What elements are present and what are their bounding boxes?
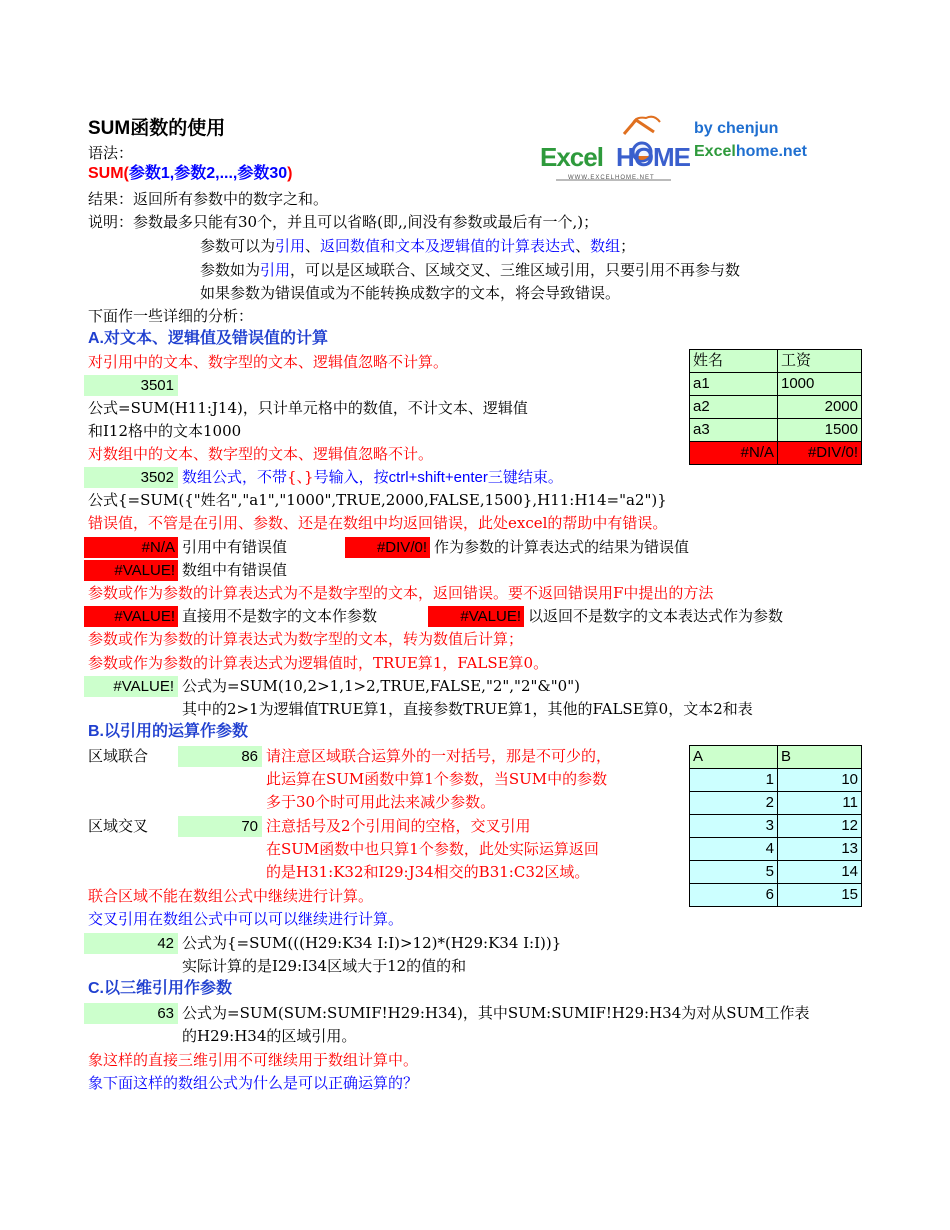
salary-error-na[interactable]: #N/A bbox=[690, 442, 778, 465]
ab-cell[interactable]: 2 bbox=[690, 792, 778, 815]
section-b-heading: B.以引用的运算作参数 bbox=[88, 723, 249, 740]
note2-e: 、 bbox=[575, 237, 591, 255]
section-a-line-6: 公式{=SUM({"姓名","a1","1000",TRUE,2000,FALSE,1500},H11:H14="a2")} bbox=[88, 491, 667, 509]
logo-home: HOME bbox=[616, 142, 690, 172]
section-c-heading: C.以三维引用作参数 bbox=[88, 980, 233, 997]
section-a-line-9: 参数或作为参数的计算表达式为数字型的文本，转为数值后计算； bbox=[88, 630, 524, 648]
note-line-2 bbox=[200, 236, 635, 256]
note2-array: 数组 bbox=[590, 237, 621, 255]
salary-header-name[interactable]: 姓名 bbox=[690, 350, 778, 373]
salary-header-wage[interactable]: 工资 bbox=[778, 350, 862, 373]
syntax-fn: SUM( bbox=[88, 165, 129, 182]
array-note-braces: {、} bbox=[287, 468, 314, 486]
note2-c: 、 bbox=[305, 237, 321, 255]
cross-note-3: 的是H31:K32和I29:J34相交的B31:C32区域。 bbox=[266, 863, 590, 881]
section-a-line-11: 其中的2>1为逻辑值TRUE算1，直接参数TRUE算1，其他的FALSE算0，文本2和表 bbox=[182, 700, 753, 718]
array-note-e: 三键结束。 bbox=[487, 468, 563, 486]
salary-cell[interactable]: a3 bbox=[690, 419, 778, 442]
result-text: 结果：返回所有参数中的数字之和。 bbox=[88, 190, 329, 208]
error-na-text: 引用中有错误值 bbox=[182, 538, 288, 556]
cross-note-2: 在SUM函数中也只算1个参数，此处实际运算返回 bbox=[266, 840, 599, 858]
ab-cell[interactable]: 1 bbox=[690, 769, 778, 792]
note2-g: ； bbox=[620, 237, 636, 255]
section-a-line-7: 错误值，不管是在引用、参数、还是在数组中均返回错误，此处excel的帮助中有错误。 bbox=[88, 514, 668, 532]
section-a-heading: A.对文本、逻辑值及错误值的计算 bbox=[88, 330, 329, 347]
note3-a: 参数如为 bbox=[200, 261, 261, 279]
section-a-line-8: 参数或作为参数的计算表达式为不是数字型的文本，返回错误。要不返回错误用F中提出的方法 bbox=[88, 584, 714, 602]
error-cell-value-2[interactable]: #VALUE! bbox=[84, 606, 178, 627]
syntax-label: 语法： bbox=[88, 144, 134, 162]
logo-site: WWW.EXCELHOME.NET bbox=[568, 175, 655, 181]
cell-value-cross[interactable]: 70 bbox=[178, 816, 262, 837]
cell-value-63[interactable]: 63 bbox=[84, 1003, 178, 1024]
section-c-line-2: 象下面这样的数组公式为什么是可以正确运算的？ bbox=[88, 1074, 419, 1092]
formula-text-4: 公式为=SUM(SUM:SUMIF!H29:H34)，其中SUM:SUMIF!H29:H34为对从SUM工作表 bbox=[182, 1004, 810, 1022]
formula-text-1: 公式为=SUM(10,2>1,1>2,TRUE,FALSE,"2","2"&"0") bbox=[182, 677, 580, 695]
formula-text-3: 实际计算的是I29:I34区域大于12的值的和 bbox=[182, 957, 467, 975]
salary-cell[interactable]: 1500 bbox=[778, 419, 862, 442]
ab-table bbox=[689, 745, 862, 907]
salary-table bbox=[689, 349, 862, 465]
domain-home: home.net bbox=[735, 143, 807, 160]
author-text: by chenjun bbox=[694, 120, 779, 137]
cell-value-3502[interactable]: 3502 bbox=[84, 467, 178, 488]
logo-excel: Excel bbox=[540, 142, 603, 172]
union-label: 区域联合 bbox=[88, 747, 149, 765]
domain-text bbox=[694, 142, 807, 162]
ab-cell[interactable]: 3 bbox=[690, 815, 778, 838]
section-a-line-4: 对数组中的文本、数字型的文本、逻辑值忽略不计。 bbox=[88, 445, 434, 463]
ab-cell[interactable]: 15 bbox=[778, 884, 862, 907]
section-a-line-1: 对引用中的文本、数字型的文本、逻辑值忽略不计算。 bbox=[88, 353, 449, 371]
union-note-1: 请注意区域联合运算外的一对括号，那是不可少的， bbox=[266, 747, 612, 765]
error-cell-div0[interactable]: #DIV/0! bbox=[345, 537, 430, 558]
array-note-a: 数组公式，不带 bbox=[182, 468, 288, 486]
excelhome-logo bbox=[536, 112, 691, 188]
section-b-line-1: 联合区域不能在数组公式中继续进行计算。 bbox=[88, 887, 374, 905]
error-cell-na[interactable]: #N/A bbox=[84, 537, 178, 558]
error-cell-value-1[interactable]: #VALUE! bbox=[84, 560, 178, 581]
error-value-2-text: 直接用不是数字的文本作参数 bbox=[182, 607, 378, 625]
salary-error-div0[interactable]: #DIV/0! bbox=[778, 442, 862, 465]
domain-excel: Excel bbox=[694, 143, 736, 160]
note2-a: 参数可以为 bbox=[200, 237, 276, 255]
array-note-keys: ctrl+shift+enter bbox=[388, 469, 488, 486]
salary-cell[interactable]: a2 bbox=[690, 396, 778, 419]
note-line-3 bbox=[200, 260, 865, 280]
cell-value-error-sum[interactable]: #VALUE! bbox=[84, 676, 178, 697]
error-value-3-text: 以返回不是数字的文本表达式作为参数 bbox=[528, 607, 784, 625]
note-line-4: 如果参数为错误值或为不能转换成数字的文本，将会导致错误。 bbox=[200, 284, 621, 302]
syntax-args: 参数1,参数2,...,参数30 bbox=[128, 165, 288, 182]
cell-value-3501[interactable]: 3501 bbox=[84, 375, 178, 396]
ab-cell[interactable]: 12 bbox=[778, 815, 862, 838]
cross-note-1: 注意括号及2个引用间的空格，交叉引用 bbox=[266, 817, 531, 835]
salary-cell[interactable]: 1000 bbox=[778, 373, 862, 396]
intro-text: 下面作一些详细的分析： bbox=[88, 307, 254, 325]
page-title: SUM函数的使用 bbox=[88, 118, 226, 139]
salary-cell[interactable]: 2000 bbox=[778, 396, 862, 419]
error-value-1-text: 数组中有错误值 bbox=[182, 561, 288, 579]
ab-cell[interactable]: 14 bbox=[778, 861, 862, 884]
cell-value-union[interactable]: 86 bbox=[178, 746, 262, 767]
section-a-line-2: 公式=SUM(H11:J14)，只计单元格中的数值，不计文本、逻辑值 bbox=[88, 399, 528, 417]
cross-label: 区域交叉 bbox=[88, 817, 149, 835]
array-note-c: 号输入，按 bbox=[313, 468, 389, 486]
error-cell-value-3[interactable]: #VALUE! bbox=[428, 606, 524, 627]
note3-c: ，可以是区域联合、区域交叉、三维区域引用，只要引用不再参与数 bbox=[290, 261, 741, 279]
ab-header-a[interactable]: A bbox=[690, 746, 778, 769]
formula-text-5: 的H29:H34的区域引用。 bbox=[182, 1027, 357, 1045]
salary-cell[interactable]: a1 bbox=[690, 373, 778, 396]
array-note bbox=[182, 467, 563, 488]
ab-cell[interactable]: 4 bbox=[690, 838, 778, 861]
syntax-formula bbox=[88, 164, 293, 184]
section-c-line-1: 象这样的直接三维引用不可继续用于数组计算中。 bbox=[88, 1051, 419, 1069]
cell-value-42[interactable]: 42 bbox=[84, 933, 178, 954]
syntax-close: ) bbox=[287, 165, 293, 182]
section-b-line-2: 交叉引用在数组公式中可以可以继续进行计算。 bbox=[88, 910, 404, 928]
error-div0-text: 作为参数的计算表达式的结果为错误值 bbox=[434, 538, 690, 556]
section-a-line-10: 参数或作为参数的计算表达式为逻辑值时，TRUE算1，FALSE算0。 bbox=[88, 654, 549, 672]
ab-cell[interactable]: 13 bbox=[778, 838, 862, 861]
ab-cell[interactable]: 11 bbox=[778, 792, 862, 815]
section-a-line-3: 和I12格中的文本1000 bbox=[88, 422, 242, 440]
ab-cell[interactable]: 10 bbox=[778, 769, 862, 792]
note-line-1: 说明：参数最多只能有30个，并且可以省略(即,,间没有参数或最后有一个,)； bbox=[88, 213, 599, 231]
union-note-2: 此运算在SUM函数中算1个参数，当SUM中的参数 bbox=[266, 770, 608, 788]
note3-ref: 引用 bbox=[260, 261, 291, 279]
ab-cell[interactable]: 6 bbox=[690, 884, 778, 907]
note2-expr: 返回数值和文本及逻辑值的计算表达式 bbox=[320, 237, 576, 255]
formula-text-2: 公式为{=SUM(((H29:K34 I:I)>12)*(H29:K34 I:I))} bbox=[182, 934, 562, 952]
note2-ref: 引用 bbox=[275, 237, 306, 255]
ab-header-b[interactable]: B bbox=[778, 746, 862, 769]
union-note-3: 多于30个时可用此法来减少参数。 bbox=[266, 793, 496, 811]
ab-cell[interactable]: 5 bbox=[690, 861, 778, 884]
